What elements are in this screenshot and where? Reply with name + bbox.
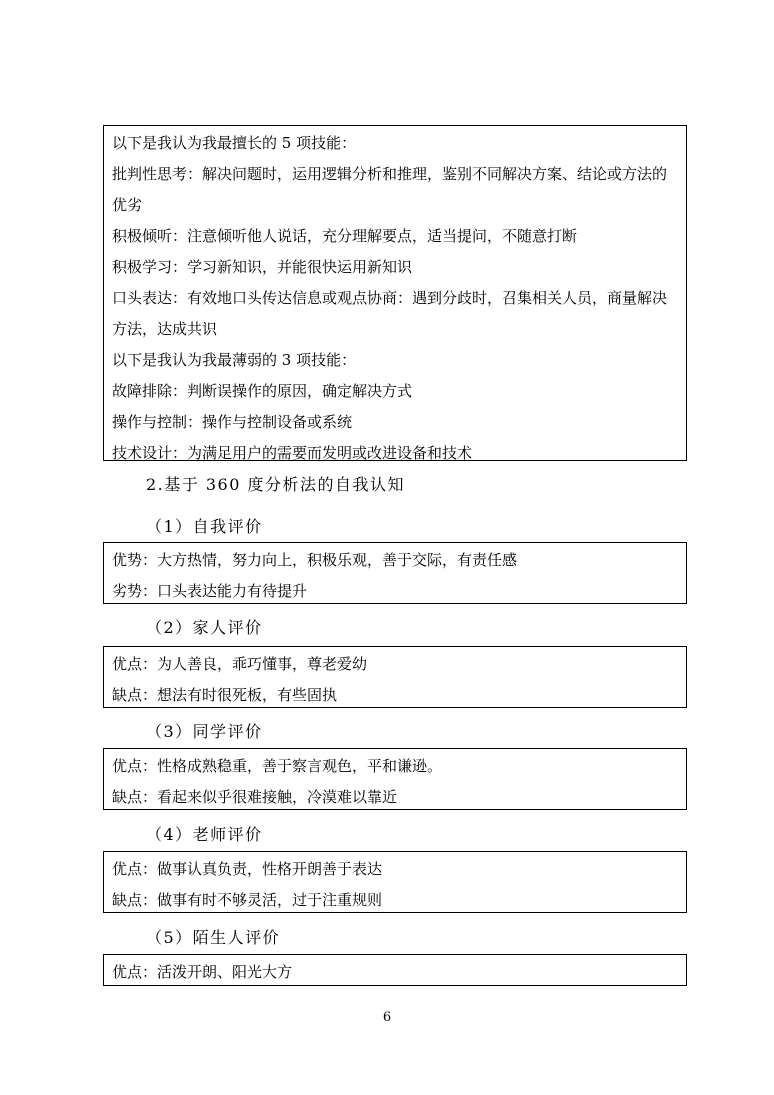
- stranger-eval-strength: 优点：活泼开朗、阳光大方: [112, 963, 293, 981]
- family-eval-weakness: 缺点：想法有时很死板，有些固执: [112, 686, 338, 704]
- skills-weak-intro: 以下是我认为我最薄弱的 3 项技能：: [112, 351, 357, 369]
- skill-technical-design: 技术设计：为满足用户的需要而发明或改进设备和技术: [112, 444, 473, 462]
- teacher-eval-heading: （4）老师评价: [146, 825, 263, 844]
- page-number: 6: [382, 1010, 392, 1025]
- skill-critical-thinking: 批判性思考：解决问题时，运用逻辑分析和推理，鉴别不同解决方案、结论或方法的优劣: [112, 165, 668, 214]
- stranger-eval-box: [103, 954, 687, 986]
- self-eval-heading: （1）自我评价: [146, 517, 263, 536]
- teacher-eval-strength: 优点：做事认真负责，性格开朗善于表达: [112, 860, 383, 878]
- classmate-eval-weakness: 缺点：看起来似乎很难接触，冷漠难以靠近: [112, 788, 398, 806]
- family-eval-heading: （2）家人评价: [146, 618, 263, 637]
- stranger-eval-heading: （5）陌生人评价: [146, 928, 281, 947]
- teacher-eval-box: [103, 851, 687, 913]
- skill-active-listening: 积极倾听：注意倾听他人说话，充分理解要点，适当提问，不随意打断: [112, 227, 578, 245]
- family-eval-strength: 优点：为人善良，乖巧懂事，尊老爱幼: [112, 655, 368, 673]
- skill-active-learning: 积极学习：学习新知识，并能很快运用新知识: [112, 258, 413, 276]
- teacher-eval-weakness: 缺点：做事有时不够灵活，过于注重规则: [112, 891, 383, 909]
- self-eval-weakness: 劣势：口头表达能力有待提升: [112, 582, 308, 600]
- classmate-eval-box: [103, 748, 687, 810]
- classmate-eval-heading: （3）同学评价: [146, 722, 263, 741]
- section-heading: 2.基于 360 度分析法的自我认知: [146, 475, 405, 494]
- skills-strong-intro: 以下是我认为我最擅长的 5 项技能：: [112, 134, 357, 152]
- skills-box: [103, 125, 687, 461]
- skill-operation-control: 操作与控制：操作与控制设备或系统: [112, 413, 353, 431]
- self-eval-strength: 优势：大方热情，努力向上，积极乐观，善于交际，有责任感: [112, 551, 518, 569]
- self-eval-box: [103, 542, 687, 604]
- classmate-eval-strength: 优点：性格成熟稳重，善于察言观色，平和谦逊。: [112, 757, 443, 775]
- skill-oral-expression: 口头表达：有效地口头传达信息或观点协商：遇到分歧时，召集相关人员，商量解决方法，达成共识: [112, 289, 668, 338]
- family-eval-box: [103, 646, 687, 708]
- skill-troubleshooting: 故障排除：判断误操作的原因，确定解决方式: [112, 382, 413, 400]
